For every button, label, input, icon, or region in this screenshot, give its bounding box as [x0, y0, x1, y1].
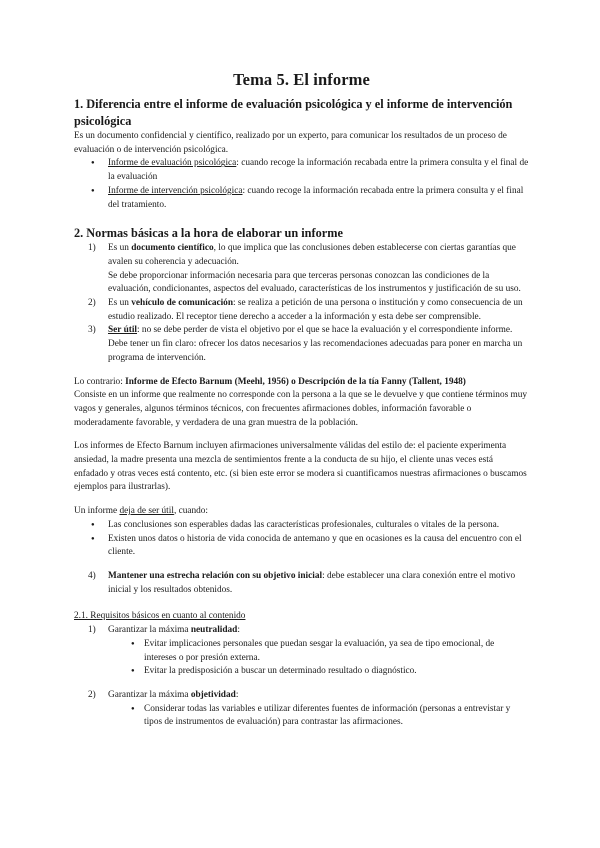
- barnum-term: Informe de Efecto Barnum (Meehl, 1956) o Descripción de la tía Fanny (Tallent, 1948): [125, 376, 466, 387]
- section-1-intro: Es un documento confidencial y científico, realizado por un experto, para comunicar los resultados de un proceso de evaluación o de intervención psicológica.: [74, 131, 507, 155]
- list-item: ● Evitar la predisposición a buscar un determinado resultado o diagnóstico.: [74, 665, 529, 679]
- list-item: ● Considerar todas las variables e utilizar diferentes fuentes de información (personas a entrevistar y tipos de instrumentos de evaluación) para contrastar las afirmaciones.: [74, 703, 529, 730]
- item-prefix: Garantizar la máxima: [108, 625, 191, 636]
- item-prefix: Es un: [108, 298, 132, 309]
- numbered-item: [74, 324, 529, 365]
- item-term: documento científico: [131, 243, 214, 254]
- item-term: Ser útil: [108, 325, 138, 336]
- barnum-text: Consiste en un informe que realmente no corresponde con la persona a la que se le devuelve y que contiene términos muy vagos y generales, algunos términos técnicos, con frecuentes afirmaciones dobles, información favorable o moderadamente favorable, y verdadera de una gran muestra de la población.: [74, 390, 528, 428]
- numbered-item: [74, 297, 529, 324]
- useless-prefix: Un informe: [74, 506, 120, 517]
- neutrality-list: [74, 638, 529, 679]
- item-prefix: Garantizar la máxima: [108, 689, 191, 700]
- list-item: ● Evitar implicaciones personales que puedan sesgar la evaluación, ya sea de tipo emocional, de intereses o por presión externa.: [74, 638, 529, 665]
- section-1-heading: 1. Diferencia entre el informe de evaluación psicológica y el informe de intervención psicológica: [74, 97, 513, 128]
- list-item: [74, 185, 529, 212]
- barnum-examples: Los informes de Efecto Barnum incluyen afirmaciones universalmente válidas del estilo de: el paciente experimenta ansiedad, la madre presenta una mezcla de sentimientos frente a la conducta de su hijo, el cliente unas veces está enfadado y otras veces está contento, etc. (si bien este error se modera si cuantificamos nuestras afirmaciones o buscamos ejemplos para ilustrarlas).: [74, 441, 527, 493]
- item-text: : se realiza a petición de una persona o institución y como consecuencia de un estudio realizado. El receptor tiene derecho a acceder a la información y esta debe ser comprensible.: [108, 298, 523, 322]
- item-prefix: Es un: [108, 243, 132, 254]
- list-item: [74, 157, 529, 184]
- item-term: Informe de evaluación psicológica: [108, 158, 237, 169]
- numbered-item: [74, 570, 529, 597]
- section-2-heading: 2. Normas básicas a la hora de elaborar un informe: [74, 226, 343, 241]
- item-text: , lo que implica que las conclusiones deben establecerse con ciertas garantías que avalen su coherencia y adecuación.: [108, 243, 516, 267]
- list-item: ● Existen unos datos o historia de vida conocida de antemano y que en ocasiones es la causa del encuentro con el cliente.: [74, 533, 529, 560]
- item-number: 1): [88, 243, 96, 254]
- numbered-item: [74, 242, 529, 297]
- item-term: vehículo de comunicación: [131, 298, 233, 309]
- section-2-1-list-a: [74, 624, 529, 638]
- item-text: : debe establecer una clara conexión entre el motivo inicial y los resultados obtenidos.: [108, 570, 516, 595]
- item-number: 2): [88, 689, 96, 700]
- section-2-list-a: [74, 242, 529, 365]
- section-2-1-heading: 2.1. Requisitos básicos en cuanto al contenido: [74, 611, 246, 622]
- item-suffix: :: [237, 625, 240, 636]
- section-1-list: [74, 157, 529, 212]
- item-text: : no se debe perder de vista el objetivo por el que se hace la evaluación y el correspondiente informe. Debe tener un fin claro: ofrecer los datos necesarios y las recomendaciones adecuadas para poner en marcha un programa de intervención.: [108, 325, 523, 363]
- numbered-item: [74, 689, 529, 703]
- item-text: : cuando recoge la información recabada entre la primera consulta y el final del tratamiento.: [108, 185, 524, 210]
- page-title: Tema 5. El informe: [233, 70, 370, 89]
- item-extra: Se debe proporcionar información necesaria para que terceras personas conozcan las condiciones de la evaluación, condicionantes, aspectos del evaluado, características de los instrumentos y justificación de su uso.: [108, 270, 521, 295]
- useless-intro: [74, 505, 529, 519]
- item-term: Informe de intervención psicológica: [108, 185, 243, 196]
- item-number: 4): [88, 570, 96, 581]
- numbered-item: [74, 624, 529, 638]
- useless-list: [74, 519, 529, 560]
- list-item: ● Las conclusiones son esperables dadas las características profesionales, culturales o vitales de la persona.: [74, 519, 529, 533]
- item-term: objetividad: [190, 689, 236, 700]
- item-term: neutralidad: [190, 625, 238, 636]
- objectivity-list: [74, 703, 529, 730]
- item-term: Mantener una estrecha relación con su objetivo inicial: [108, 570, 323, 581]
- section-2-list-b: [74, 570, 529, 597]
- useless-suffix: , cuando:: [173, 506, 209, 517]
- useless-term: deja de ser útil: [119, 506, 174, 517]
- item-number: 1): [88, 625, 96, 636]
- document-page: [74, 70, 529, 730]
- barnum-prefix: Lo contrario:: [74, 376, 126, 387]
- item-number: 3): [88, 325, 96, 336]
- item-text: : cuando recoge la información recabada entre la primera consulta y el final de la evaluación: [108, 158, 529, 183]
- item-number: 2): [88, 298, 96, 309]
- section-2-1-list-b: [74, 689, 529, 703]
- item-suffix: :: [235, 689, 239, 700]
- barnum-paragraph: [74, 376, 529, 431]
